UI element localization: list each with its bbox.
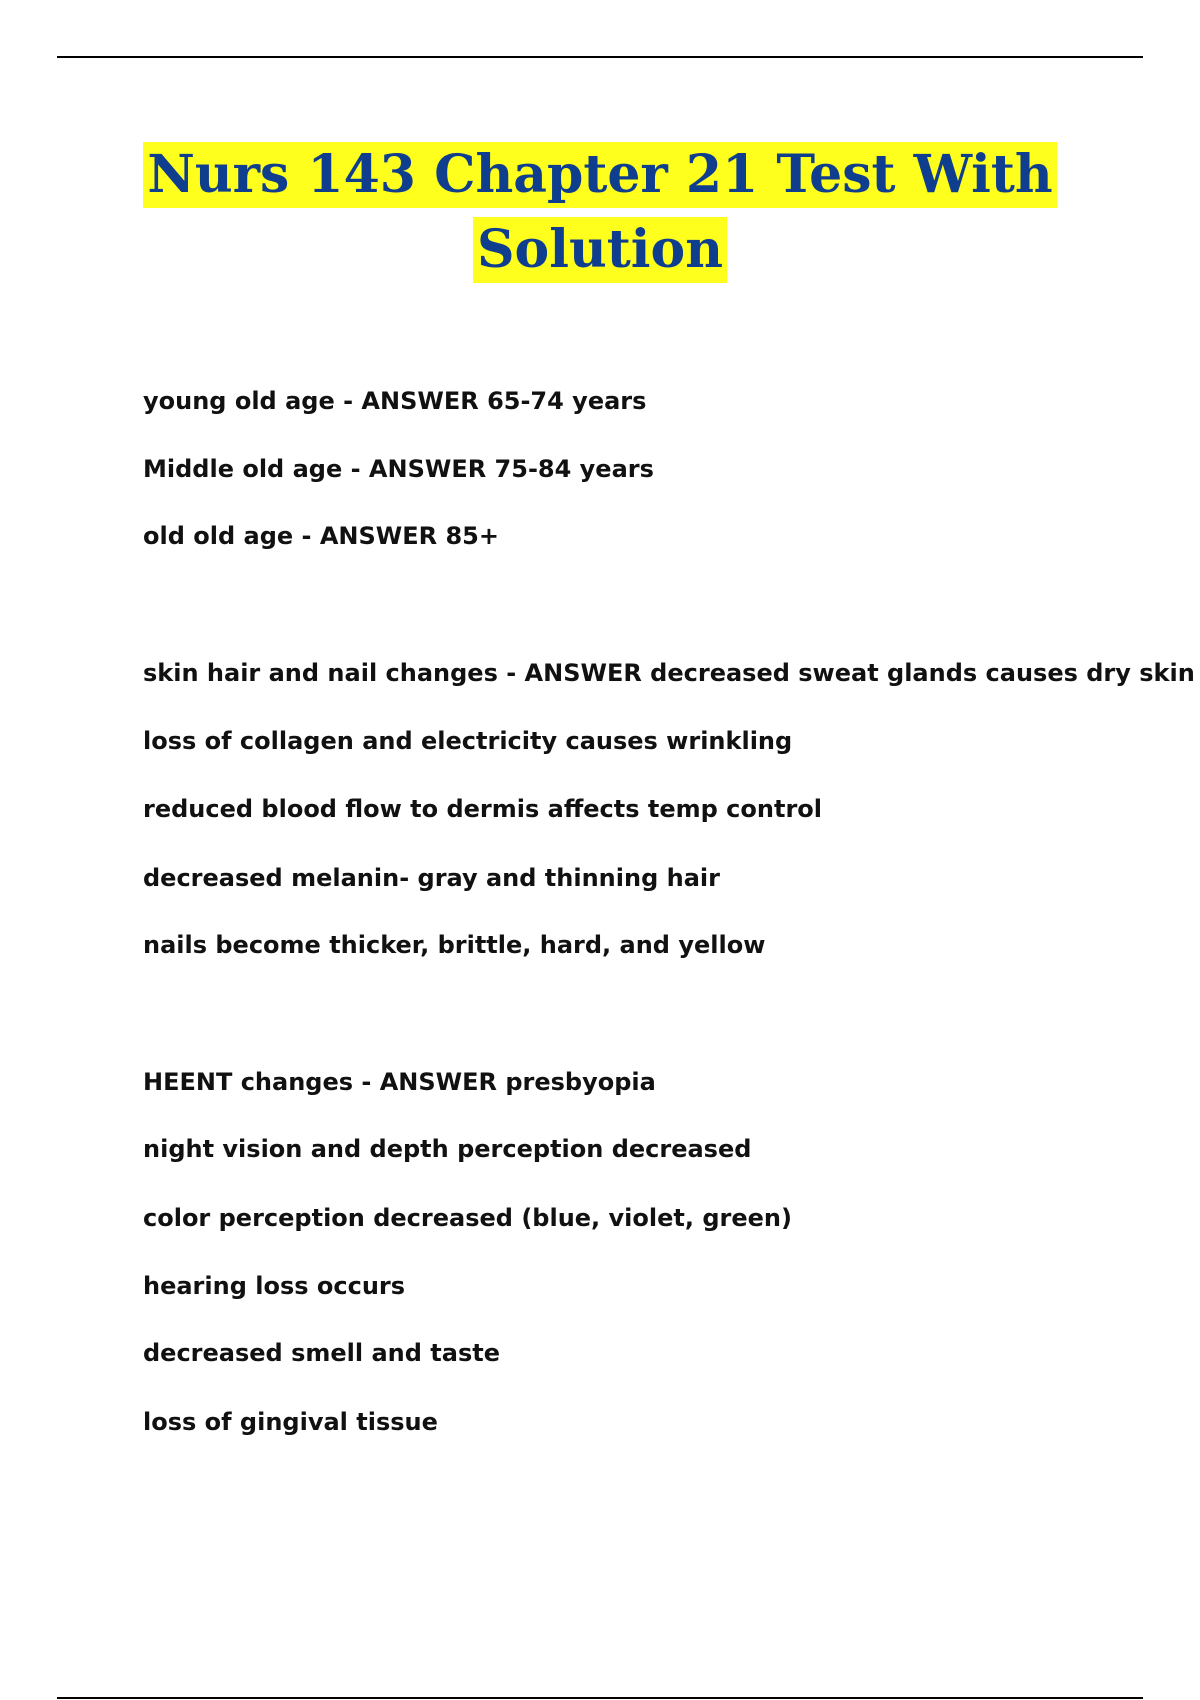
answer-line: nails become thicker, brittle, hard, and yellow: [143, 931, 766, 959]
answer-line: night vision and depth perception decreased: [143, 1135, 752, 1163]
document-title: [0, 142, 1200, 292]
header-rule: [57, 56, 1143, 58]
title-line-1: Nurs 143 Chapter 21 Test With: [143, 142, 1056, 208]
footer-rule: [57, 1697, 1143, 1699]
answer-line: old old age - ANSWER 85+: [143, 522, 499, 550]
answer-line: loss of gingival tissue: [143, 1408, 438, 1436]
answer-line: loss of collagen and electricity causes wrinkling: [143, 727, 793, 755]
title-line-2: Solution: [473, 217, 727, 283]
answer-line: young old age - ANSWER 65-74 years: [143, 387, 647, 415]
answer-line: HEENT changes - ANSWER presbyopia: [143, 1068, 656, 1096]
answer-line: skin hair and nail changes - ANSWER decreased sweat glands causes dry skin: [143, 659, 1195, 687]
answer-line: decreased melanin- gray and thinning hair: [143, 864, 720, 892]
answer-line: Middle old age - ANSWER 75-84 years: [143, 455, 654, 483]
answer-line: color perception decreased (blue, violet, green): [143, 1204, 792, 1232]
answer-line: reduced blood flow to dermis affects temp control: [143, 795, 822, 823]
answer-line: decreased smell and taste: [143, 1339, 500, 1367]
answer-line: hearing loss occurs: [143, 1272, 406, 1300]
